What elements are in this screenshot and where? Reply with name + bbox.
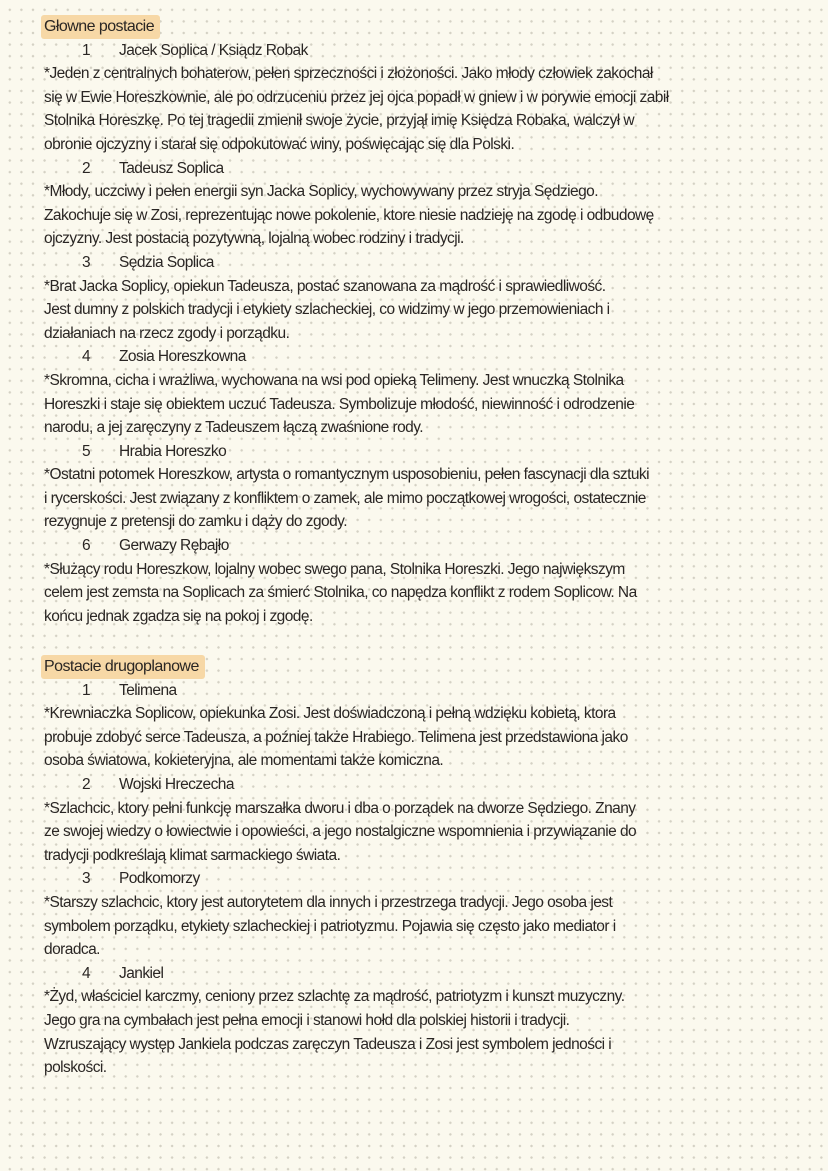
character-title — [44, 345, 804, 369]
character-description-line: rezygnuje z pretensji do zamku i dąży do zgody. — [44, 513, 347, 531]
character-title — [44, 773, 804, 797]
character-title — [44, 867, 804, 891]
character-description-line: *Brat Jacka Soplicy, opiekun Tadeusza, postać szanowana za mądrość i sprawiedliwość. — [44, 277, 606, 295]
character-number: 2 — [82, 775, 91, 793]
character-title — [44, 962, 804, 986]
character-description-line: *Ostatni potomek Horeszkow, artysta o romantycznym usposobieniu, pełen fascynacji dla sztuki — [44, 466, 650, 484]
character-description-line: *Krewniaczka Soplicow, opiekunka Zosi. Jest doświadczoną i pełną wdzięku kobietą, ktora — [44, 705, 616, 723]
character-description-line: Jest dumny z polskich tradycji i etykiety szlacheckiej, co widzimy w jego przemowieniach i — [44, 301, 610, 319]
character-title — [44, 39, 804, 63]
character-title — [44, 534, 804, 558]
character-description-line: *Żyd, właściciel karczmy, ceniony przez szlachtę za mądrość, patriotyzm i kunszt muzyczny. — [44, 988, 625, 1006]
character-title — [44, 440, 804, 464]
character-name: Jankiel — [119, 964, 164, 982]
character-description-line: tradycji podkreślają klimat sarmackiego świata. — [44, 846, 341, 864]
character-description-line: ze swojej wiedzy o łowiectwie i opowieści, a jego nostalgiczne wspomnienia i przywiązanie do — [44, 823, 637, 841]
character-description-line: celem jest zemsta na Soplicach za śmierć Stolnika, co napędza konflikt z rodem Soplicow. Na — [44, 584, 637, 602]
character-title — [44, 157, 804, 181]
character-number: 1 — [82, 41, 91, 59]
section-secondary-characters — [44, 655, 804, 1080]
character-name: Wojski Hreczecha — [119, 775, 234, 793]
character-description-line: działaniach na rzecz zgody i porządku. — [44, 324, 290, 342]
section-heading: Postacie drugoplanowe — [41, 655, 205, 679]
character-description-line: polskości. — [44, 1059, 107, 1077]
section-main-characters — [44, 15, 804, 628]
character-description-line: *Szlachcic, ktory pełni funkcję marszałka dworu i dba o porządek na dworze Sędziego. Znany — [44, 799, 636, 817]
character-name: Gerwazy Rębajło — [119, 537, 229, 555]
character-number: 2 — [82, 159, 91, 177]
character-description-line: *Jeden z centralnych bohaterow, pełen sprzeczności i złożoności. Jako młody człowiek zakochał — [44, 65, 653, 83]
character-description-line: *Skromna, cicha i wrażliwa, wychowana na wsi pod opieką Telimeny. Jest wnuczką Stolnika — [44, 371, 624, 389]
character-name: Telimena — [119, 681, 177, 699]
character-name: Tadeusz Soplica — [119, 159, 224, 177]
character-description-line: probuje zdobyć serce Tadeusza, a poźniej także Hrabiego. Telimena jest przedstawiona jako — [44, 728, 628, 746]
character-description-line: Wzruszający występ Jankiela podczas zaręczyn Tadeusza i Zosi jest symbolem jedności i — [44, 1035, 612, 1053]
section-heading-row — [44, 655, 804, 679]
character-description-line: obronie ojczyzny i starał się odpokutować winy, poświęcając się dla Polski. — [44, 135, 515, 153]
character-description-line: Jego gra na cymbałach jest pełna emocji i stanowi hołd dla polskiej historii i tradycji. — [44, 1011, 570, 1029]
character-number: 4 — [82, 964, 91, 982]
character-description-line: symbolem porządku, etykiety szlacheckiej i patriotyzmu. Pojawia się często jako mediator i — [44, 917, 616, 935]
character-title — [44, 251, 804, 275]
character-name: Podkomorzy — [119, 870, 200, 888]
section-heading: Głowne postacie — [41, 15, 160, 39]
character-description-line: *Starszy szlachcic, ktory jest autorytetem dla innych i przestrzega tradycji. Jego osoba jest — [44, 893, 613, 911]
character-number: 3 — [82, 253, 91, 271]
character-description-line: osoba światowa, kokieteryjna, ale momentami także komiczna. — [44, 752, 444, 770]
character-description-line: Zakochuje się w Zosi, reprezentując nowe pokolenie, ktore niesie nadzieję na zgodę i odbudowę — [44, 206, 654, 224]
character-description-line: Horeszki i staje się obiektem uczuć Tadeusza. Symbolizuje młodość, niewinność i odrodzenie — [44, 395, 635, 413]
character-name: Zosia Horeszkowna — [119, 348, 246, 366]
character-description-line: i rycerskości. Jest związany z konfliktem o zamek, ale mimo początkowej wrogości, ostatecznie — [44, 489, 646, 507]
character-title — [44, 679, 804, 703]
character-description-line: *Młody, uczciwy i pełen energii syn Jacka Soplicy, wychowywany przez stryja Sędziego. — [44, 183, 598, 201]
character-description-line: końcu jednak zgadza się na pokoj i zgodę. — [44, 607, 313, 625]
character-description-line: Stolnika Horeszkę. Po tej tragedii zmienił swoje życie, przyjął imię Księdza Robaka, walczył w — [44, 112, 635, 130]
character-description-line: się w Ewie Horeszkownie, ale po odrzuceniu przez jej ojca popadł w gniew i w porywie emocji zabił — [44, 88, 669, 106]
character-description-line: narodu, a jej zaręczyny z Tadeuszem łączą zwaśnione rody. — [44, 419, 424, 437]
character-description-line: *Służący rodu Horeszkow, lojalny wobec swego pana, Stolnika Horeszki. Jego największym — [44, 560, 625, 578]
character-description-line: doradca. — [44, 941, 100, 959]
character-number: 5 — [82, 442, 91, 460]
character-number: 4 — [82, 348, 91, 366]
section-heading-row — [44, 15, 804, 39]
character-name: Jacek Soplica / Ksiądz Robak — [119, 41, 308, 59]
character-number: 1 — [82, 681, 91, 699]
character-name: Hrabia Horeszko — [119, 442, 227, 460]
character-name: Sędzia Soplica — [119, 253, 214, 271]
character-number: 3 — [82, 870, 91, 888]
character-description-line: ojczyzny. Jest postacią pozytywną, lojalną wobec rodziny i tradycji. — [44, 230, 464, 248]
character-number: 6 — [82, 537, 91, 555]
